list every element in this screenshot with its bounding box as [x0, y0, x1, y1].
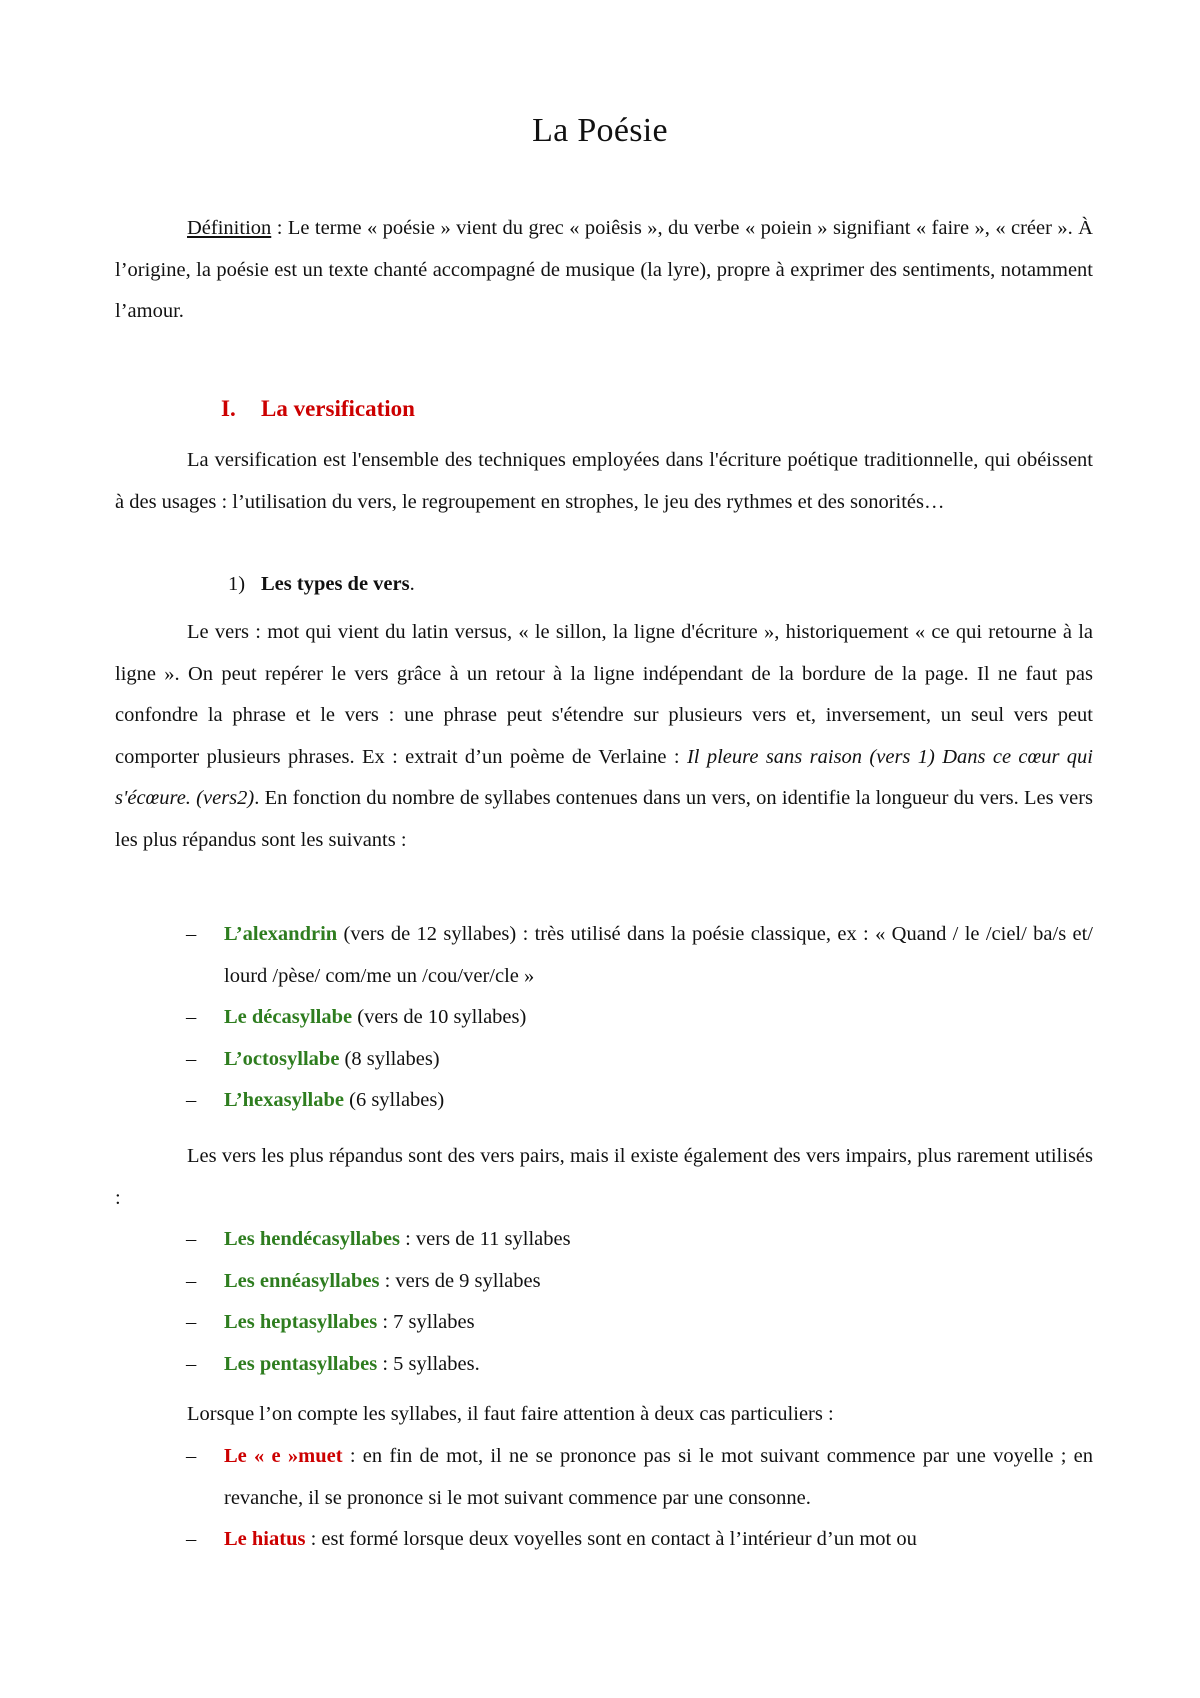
impairs-paragraph: Les vers les plus répandus sont des vers pairs, mais il existe également des vers impairs, plus rarement utilisés : [115, 1145, 1093, 1209]
term-desc: : 7 syllabes [377, 1311, 475, 1333]
list-item [186, 914, 1093, 997]
term-hexasyllabe: L’hexasyllabe [224, 1089, 344, 1111]
dash-bullet: – [186, 1445, 197, 1467]
versification-intro: La versification est l'ensemble des techniques employées dans l'écriture poétique traditionnelle, qui obéissent à des usages : l’utilisation du vers, le regroupement en strophes, le jeu des rythmes et des sonorités… [115, 449, 1093, 513]
section-heading [221, 396, 415, 422]
document-title: La Poésie [532, 112, 668, 149]
term-enneasyllabes: Les ennéasyllabes [224, 1269, 380, 1292]
count-paragraph: Lorsque l’on compte les syllabes, il faut faire attention à deux cas particuliers : [187, 1403, 834, 1425]
list-item [186, 1436, 1093, 1519]
vers-text-part1: Le vers : mot qui vient du latin versus, « le sillon, la ligne d'écriture », historiquement « ce qui retourne à la ligne ». On peut repérer le vers grâce à un retour à la ligne indépendant de la bordure de la page. Il ne faut pas confondre la phrase et le vers : une phrase peut s'étendre sur plusieurs vers et, inversement, un seul vers peut comporter plusieurs phrases. Ex : extrait d’un poème de Verlaine : [115, 621, 1093, 768]
term-desc: : vers de 11 syllabes [399, 1228, 571, 1250]
term-heptasyllabes: Les heptasyllabes [224, 1311, 378, 1333]
list-item [186, 1039, 1093, 1081]
dash-bullet: – [186, 1006, 197, 1028]
verlaine-example: Il pleure sans raison (vers 1) Dans ce cœur qui s'écœure. (vers2) [115, 745, 1093, 809]
section-number: I. [221, 396, 236, 421]
cases-list [186, 1436, 1093, 1561]
definition-paragraph [115, 208, 1093, 333]
subsection-number: 1) [228, 573, 246, 595]
dash-bullet: – [186, 1352, 197, 1375]
subsection-period: . [409, 573, 415, 595]
subsection-title: Les types de vers [261, 573, 410, 595]
dash-bullet: – [186, 1528, 197, 1550]
list-item [186, 1519, 1093, 1561]
list-item [186, 1080, 1093, 1122]
impairs-list [186, 1219, 1093, 1385]
list-item [186, 1344, 1093, 1386]
term-desc: (vers de 10 syllabes) [352, 1006, 527, 1028]
term-hendecasyllabes: Les hendécasyllabes [224, 1228, 400, 1250]
dash-bullet: – [186, 1311, 197, 1333]
term-e-muet: Le « e »muet [224, 1445, 343, 1467]
list-item [186, 1261, 1093, 1303]
term-desc: (6 syllabes) [344, 1089, 445, 1111]
vers-paragraph [115, 612, 1093, 861]
term-pentasyllabes: Les pentasyllabes [224, 1352, 378, 1375]
term-desc: (vers de 12 syllabes) : très utilisé dans la poésie classique, ex : « Quand / le /ciel/ ba/s et/ lourd /pèse/ com/me un /cou/ver/cle » [224, 923, 1093, 987]
pairs-list [186, 914, 1093, 1122]
term-desc: : en fin de mot, il ne se prononce pas si le mot suivant commence par une voyelle ; en revanche, il se prononce si le mot suivant commence par une consonne. [224, 1445, 1093, 1509]
term-octosyllabe: L’octosyllabe [224, 1047, 340, 1070]
term-desc: : 5 syllabes. [377, 1352, 480, 1375]
subsection-heading [228, 573, 415, 596]
dash-bullet: – [186, 1089, 197, 1111]
definition-text: : Le terme « poésie » vient du grec « poiêsis », du verbe « poiein » signifiant « faire », « créer ». À l’origine, la poésie est un texte chanté accompagné de musique (la lyre), propre à exprimer des sentiments, notamment l’amour. [115, 217, 1093, 322]
list-item [186, 1302, 1093, 1344]
term-alexandrin: L’alexandrin [224, 923, 338, 945]
term-decasyllabe: Le décasyllabe [224, 1006, 353, 1028]
dash-bullet: – [186, 1228, 197, 1250]
term-desc: : est formé lorsque deux voyelles sont en contact à l’intérieur d’un mot ou [305, 1528, 917, 1550]
vers-text-part2: . En fonction du nombre de syllabes contenues dans un vers, on identifie la longueur du vers. Les vers les plus répandus sont les suivants : [115, 787, 1093, 851]
definition-label: Définition [187, 217, 272, 239]
term-desc: : vers de 9 syllabes [379, 1269, 541, 1292]
dash-bullet: – [186, 1047, 197, 1070]
term-desc: (8 syllabes) [339, 1047, 440, 1070]
list-item [186, 997, 1093, 1039]
term-hiatus: Le hiatus [224, 1528, 306, 1550]
section-title: La versification [261, 396, 415, 421]
dash-bullet: – [186, 1269, 197, 1292]
dash-bullet: – [186, 923, 197, 945]
list-item [186, 1219, 1093, 1261]
